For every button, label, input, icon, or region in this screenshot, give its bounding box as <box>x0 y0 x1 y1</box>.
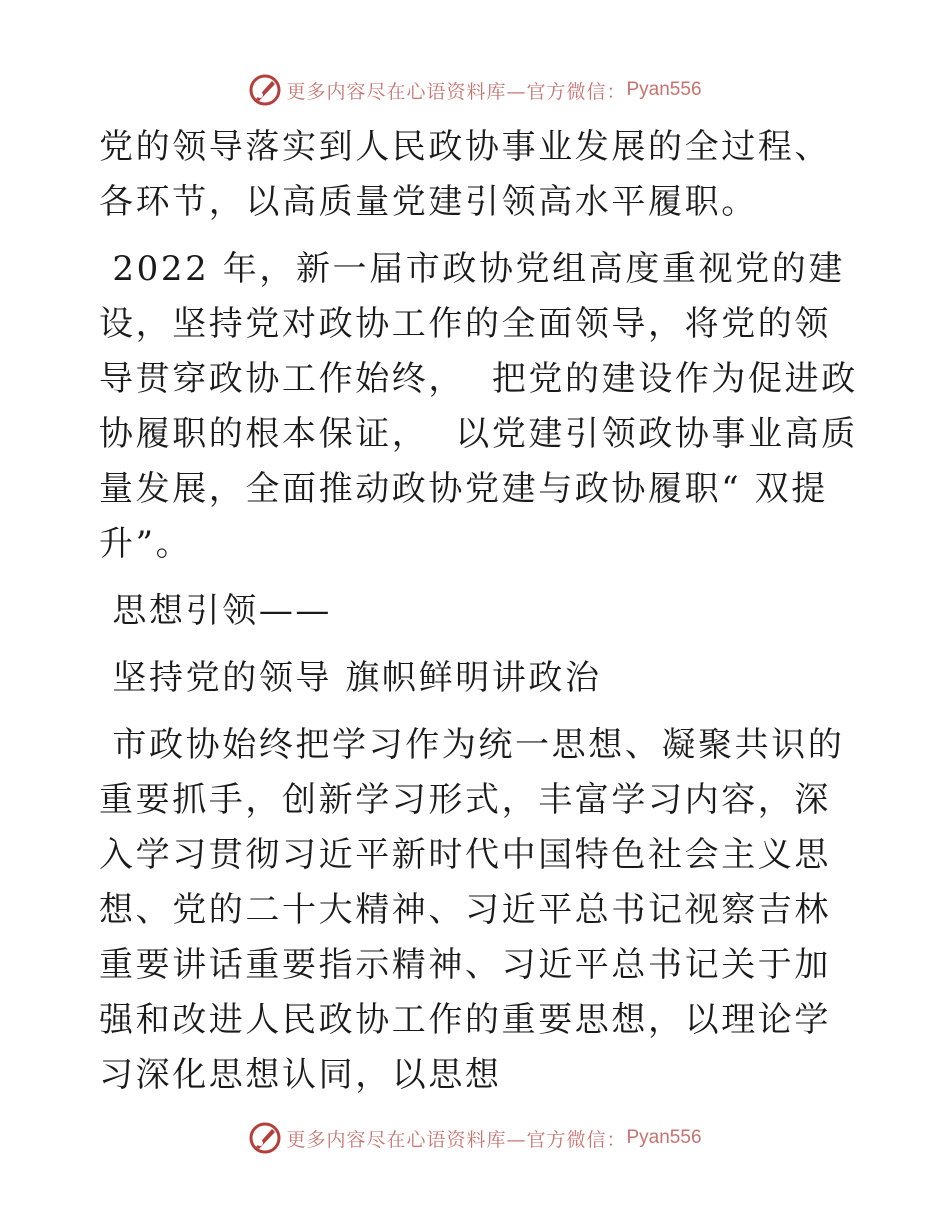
footer-watermark <box>0 1118 950 1158</box>
watermark-wechat-id: Pyan556 <box>626 79 702 100</box>
paragraph-2: 2022 年，新一届市政协党组高度重视党的建设，坚持党对政协工作的全面领导，将党的领导贯穿政协工作始终， 把党的建设作为促进政协履职的根本保证， 以党建引领政协事业高质量发展，全面推动政协党建与政协履职“ 双提升”。 <box>99 249 858 564</box>
quill-seal-icon <box>248 1121 282 1155</box>
header-watermark <box>0 70 950 110</box>
watermark-text: 更多内容尽在心语资料库—官方微信： <box>286 1128 627 1151</box>
section-heading: 思想引领—— <box>99 591 333 631</box>
watermark-wechat-id: Pyan556 <box>626 1127 702 1148</box>
section-subheading: 坚持党的领导 旗帜鲜明讲政治 <box>99 658 602 698</box>
document-body <box>99 120 859 1103</box>
watermark-text: 更多内容尽在心语资料库—官方微信： <box>286 80 627 103</box>
quill-seal-icon <box>248 73 282 107</box>
paragraph-1: 党的领导落实到人民政协事业发展的全过程、各环节，以高质量党建引领高水平履职。 <box>99 127 831 222</box>
paragraph-3: 市政协始终把学习作为统一思想、凝聚共识的重要抓手，创新学习形式，丰富学习内容，深入学习贯彻习近平新时代中国特色社会主义思想、党的二十大精神、习近平总书记视察吉林重要讲话重要指示精神、习近平总书记关于加强和改进人民政协工作的重要思想，以理论学习深化思想认同，以思想 <box>99 725 845 1095</box>
